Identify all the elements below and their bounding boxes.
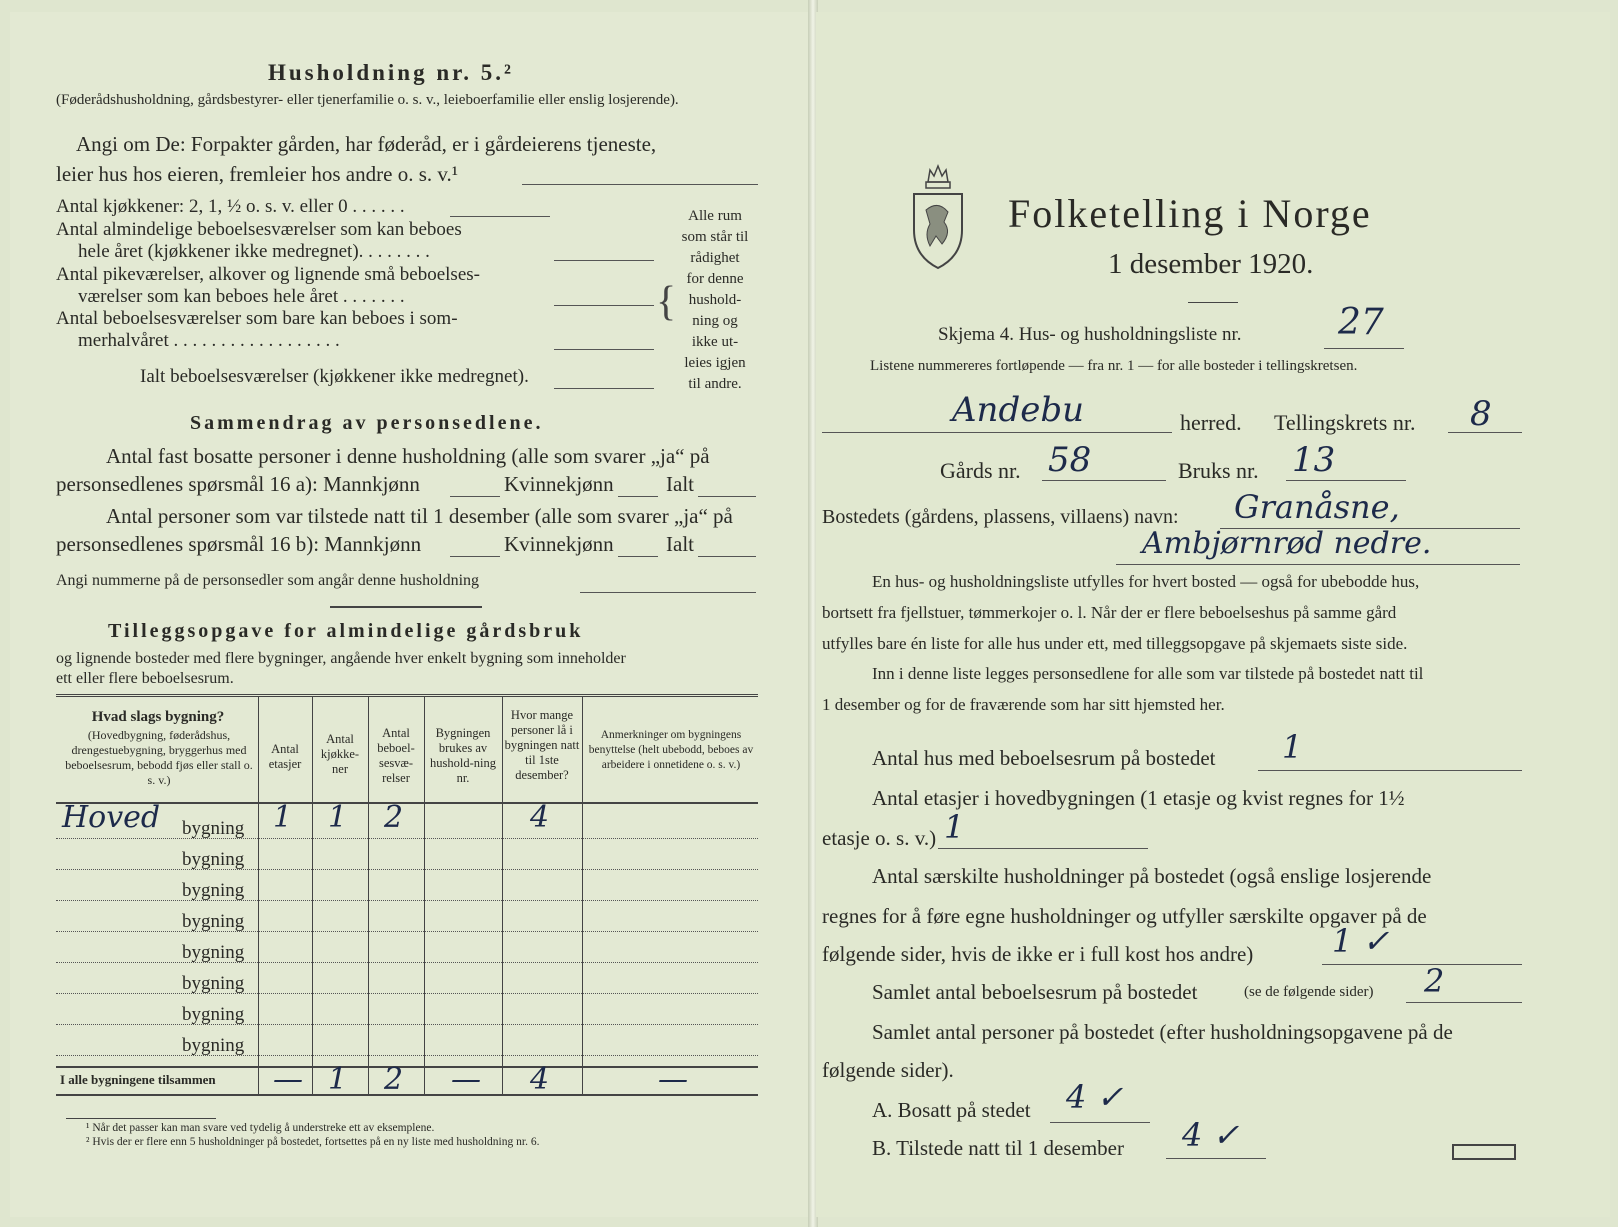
left-page (10, 12, 810, 1217)
building-row-label: bygning (182, 880, 245, 901)
building-row-label: bygning (182, 942, 245, 963)
norway-coat-of-arms-icon (908, 160, 968, 272)
instruction-line: utfylles bare én liste for alle hus under ett, med tilleggsopgave på skjemaets siste side. (822, 634, 1408, 653)
present-value: 4 ✓ (1182, 1116, 1240, 1154)
household-question-1: Angi om De: Forpakter gården, har føderåd, er i gårdeierens tjeneste, (76, 132, 657, 156)
header-floors: Antal etasjer (268, 742, 302, 771)
building-row-label: bygning (182, 818, 245, 839)
right-page (816, 12, 1610, 1217)
numbers-answer-line (580, 592, 756, 593)
summary-p1-line1: Antal fast bosatte personer i denne husholdning (alle som svarer „ja“ på (106, 444, 710, 468)
total-cell-value: — (658, 1062, 688, 1097)
present-line (1166, 1158, 1266, 1159)
table-row-line (56, 1024, 758, 1025)
supplement-sub-2: ett eller flere beboelsesrum. (56, 670, 234, 687)
summary-p2-line2: personsedlenes spørsmål 16 b): Mannkjønn (56, 532, 422, 556)
instruction-line: bortsett fra fjellstuer, tømmerkojer o. l. Når der er flere beboelseshus på samme gård (822, 603, 1397, 622)
footnote-2: ² Hvis der er flere enn 5 husholdninger på bostedet, fortsettes på en ny liste med husholdning nr. 6. (86, 1136, 540, 1148)
present-female-line (618, 556, 658, 557)
gards-value: 58 (1048, 440, 1092, 480)
total-cell-value: 1 (328, 1062, 348, 1097)
table-total-top-border (56, 1066, 758, 1068)
households-question-3: følgende sider, hvis de ikke er i full kost hos andre) (822, 942, 1254, 966)
brace-note-line: som står til (681, 229, 749, 245)
table-row-line (56, 993, 758, 994)
floors-question-2: etasje o. s. v.) (822, 826, 937, 850)
krets-line (1448, 432, 1522, 433)
total-rooms-answer-line (554, 388, 654, 389)
brace-note-line: til andre. (688, 376, 742, 392)
table-row-line (56, 931, 758, 932)
table-bottom-border (56, 1094, 758, 1096)
household-intro-note: (Føderådshusholdning, gårdsbestyrer- eller tjenerfamilie o. s. v., leieboerfamilie eller enslig losjerende). (56, 92, 679, 108)
bosted-label: Bostedets (gårdens, plassens, villaens) navn: (822, 506, 1179, 528)
ordinary-answer-line (554, 260, 654, 261)
floors-value: 1 (944, 808, 965, 846)
resident-value: 4 ✓ (1066, 1078, 1124, 1116)
brace-note-line: ikke ut- (691, 334, 739, 350)
kitchens-label: Antal kjøkkener: 2, 1, ½ o. s. v. eller 0 . . . . . . (56, 196, 405, 217)
brace-note-line: Alle rum (688, 208, 742, 224)
building-row-label: bygning (182, 1035, 245, 1056)
maid-rooms-label-2: værelser som kan beboes hele året . . . . . . . (78, 286, 405, 307)
bruks-line (1286, 480, 1406, 481)
households-line (1322, 964, 1522, 965)
ordinary-rooms-label-1: Antal almindelige beboelsesværelser som kan beboes (56, 219, 462, 240)
footnote-1: ¹ Når det passer kan man svare ved tydelig å understreke ett av eksemplene. (86, 1122, 435, 1134)
gards-label: Gårds nr. (940, 458, 1021, 483)
rooms-question: Samlet antal beboelsesrum på bostedet (872, 980, 1198, 1004)
supplement-heading: Tilleggsopgave for almindelige gårdsbruk (108, 620, 584, 642)
col-divider (582, 696, 583, 1094)
total-cell-value: 2 (384, 1062, 404, 1097)
printer-stamp (1452, 1144, 1516, 1160)
persons-question-2: følgende sider). (822, 1058, 954, 1082)
total-cell-value: — (451, 1062, 481, 1097)
title-rule (1188, 302, 1238, 303)
answer-line (522, 184, 758, 185)
summer-rooms-label-2: merhalvåret . . . . . . . . . . . . . . . . . . (78, 330, 340, 351)
brace-note-line: hushold- (688, 292, 742, 308)
brace-note-line: ning og (692, 313, 738, 329)
bruks-value: 13 (1292, 440, 1336, 480)
col-divider (368, 696, 369, 1094)
resident-female-label: Kvinnekjønn (504, 472, 614, 496)
col-type-description: (Hovedbygning, føderådshus, drengestuebygning, bryggerhus med beboelsesrum, bebodd fjøs eller stall o. s. v.) (65, 728, 253, 787)
maid-rooms-label-1: Antal pikeværelser, alkover og lignende små beboelses- (56, 264, 480, 285)
households-question-1: Antal særskilte husholdninger på bostedet (også enslige losjerende (872, 864, 1432, 888)
total-rooms-label: Ialt beboelsesværelser (kjøkkener ikke medregnet). (140, 366, 529, 387)
bosted-line-2 (1116, 564, 1520, 565)
schema-number-line (1324, 348, 1404, 349)
households-value: 1 ✓ (1332, 922, 1390, 960)
building-cell-value: 4 (530, 800, 550, 835)
numbering-note: Listene nummereres fortløpende — fra nr. 1 — for alle bosteder i tellingskretsen. (870, 358, 1358, 374)
schema-number: 27 (1338, 302, 1384, 343)
table-row-line (56, 1055, 758, 1056)
building-row-label: bygning (182, 973, 245, 994)
summary-p1-line2: personsedlenes spørsmål 16 a): Mannkjønn (56, 472, 420, 496)
instruction-line: Inn i denne liste legges personsedlene for alle som var tilstede på bostedet natt til (872, 664, 1424, 683)
table-row-line (56, 869, 758, 870)
gards-line (1042, 480, 1166, 481)
building-row-label: bygning (182, 1004, 245, 1025)
brace-note (670, 206, 760, 395)
col-divider (424, 696, 425, 1094)
building-row-label: bygning (182, 911, 245, 932)
brace-note-line: rådighet (690, 250, 740, 266)
houses-line (1258, 770, 1522, 771)
building-cell-value: 1 (328, 800, 348, 835)
numbers-label: Angi nummerne på de personsedler som angår denne husholdning (56, 572, 480, 589)
building-name: Hoved (62, 800, 161, 835)
header-remarks: Anmerkninger om bygningens benyttelse (helt ubebodd, beboes av arbeidere i onnetidene o. s. v.) (588, 729, 754, 771)
present-male-line (450, 556, 500, 557)
table-header-border (56, 802, 758, 804)
total-cell-value: — (273, 1062, 303, 1097)
present-total-line (698, 556, 756, 557)
table-row-line (56, 838, 758, 839)
herred-label: herred. (1180, 410, 1242, 435)
bosted-value-2: Ambjørnrød nedre. (1142, 526, 1432, 561)
divider (330, 606, 482, 608)
summary-p2-line1: Antal personer som var tilstede natt til 1 desember (alle som svarer „ja“ på (106, 504, 733, 528)
household-title: Husholdning nr. 5.² (268, 60, 514, 85)
resident-female-line (618, 496, 658, 497)
bruks-label: Bruks nr. (1178, 458, 1259, 483)
floors-line (938, 848, 1148, 849)
brace-icon: { (656, 279, 677, 325)
brace-note-line: leies igjen (684, 355, 746, 371)
census-date: 1 desember 1920. (1108, 248, 1314, 280)
census-title: Folketelling i Norge (1008, 191, 1372, 236)
houses-value: 1 (1282, 728, 1303, 766)
building-row-label: bygning (182, 849, 245, 870)
instruction-line: En hus- og husholdningsliste utfylles for hvert bosted — også for ubebodde hus, (872, 572, 1420, 591)
schema-label: Skjema 4. Hus- og husholdningsliste nr. (938, 324, 1242, 345)
table-top-border (56, 694, 758, 697)
header-rooms: Antal beboel-sesvæ-relser (377, 726, 415, 785)
instruction-line: 1 desember og for de fraværende som har sitt hjemsted her. (822, 695, 1225, 714)
table-row-line (56, 962, 758, 963)
present-female-label: Kvinnekjønn (504, 532, 614, 556)
header-kitchens: Antal kjøkke-ner (320, 732, 360, 776)
floors-question-1: Antal etasjer i hovedbygningen (1 etasje og kvist regnes for 1½ (872, 786, 1405, 810)
bosted-value-1: Granåsne, (1234, 488, 1400, 526)
maid-answer-line (554, 305, 654, 306)
building-cell-value: 1 (273, 800, 293, 835)
krets-label: Tellingskrets nr. (1274, 410, 1416, 435)
brace-note-line: for denne (686, 271, 744, 287)
header-household: Bygningen brukes av hushold-ning nr. (430, 726, 496, 785)
rooms-line (1406, 1002, 1522, 1003)
summer-rooms-label-1: Antal beboelsesværelser som bare kan beboes i som- (56, 308, 458, 329)
summer-answer-line (554, 349, 654, 350)
resident-male-line (450, 496, 500, 497)
resident-total-label: Ialt (666, 472, 694, 496)
herred-value: Andebu (952, 390, 1084, 430)
rooms-question-note: (se de følgende sider) (1244, 984, 1374, 1000)
ordinary-rooms-label-2: hele året (kjøkkener ikke medregnet). . . . . . . . (78, 241, 430, 262)
resident-line (1050, 1122, 1150, 1123)
resident-total-line (698, 496, 756, 497)
supplement-sub-1: og lignende bosteder med flere bygninger, angående hver enkelt bygning som inneholder (56, 650, 626, 667)
krets-value: 8 (1470, 394, 1492, 434)
col-divider (258, 696, 259, 1094)
rooms-value: 2 (1424, 962, 1445, 1000)
households-question-2: regnes for å føre egne husholdninger og utfyller særskilte opgaver på de (822, 904, 1427, 928)
col-divider (502, 696, 503, 1094)
table-row-line (56, 900, 758, 901)
total-row-label: I alle bygningene tilsammen (60, 1072, 216, 1087)
household-question-2: leier hus hos eieren, fremleier hos andre o. s. v.¹ (56, 162, 459, 186)
building-cell-value: 2 (384, 800, 404, 835)
col-divider (312, 696, 313, 1094)
header-persons: Hvor mange personer lå i bygningen natt til 1ste desember? (504, 708, 580, 782)
kitchens-answer-line (450, 216, 550, 217)
resident-label: A. Bosatt på stedet (872, 1098, 1031, 1122)
footnote-rule (66, 1118, 216, 1119)
herred-line (822, 432, 1172, 433)
summary-heading: Sammendrag av personsedlene. (190, 412, 544, 434)
total-cell-value: 4 (530, 1062, 550, 1097)
present-label: B. Tilstede natt til 1 desember (872, 1136, 1124, 1160)
col-type-title: Hvad slags bygning? (91, 709, 225, 725)
present-total-label: Ialt (666, 532, 694, 556)
houses-question: Antal hus med beboelsesrum på bostedet (872, 746, 1216, 770)
persons-question-1: Samlet antal personer på bostedet (efter husholdningsopgavene på de (872, 1020, 1453, 1044)
